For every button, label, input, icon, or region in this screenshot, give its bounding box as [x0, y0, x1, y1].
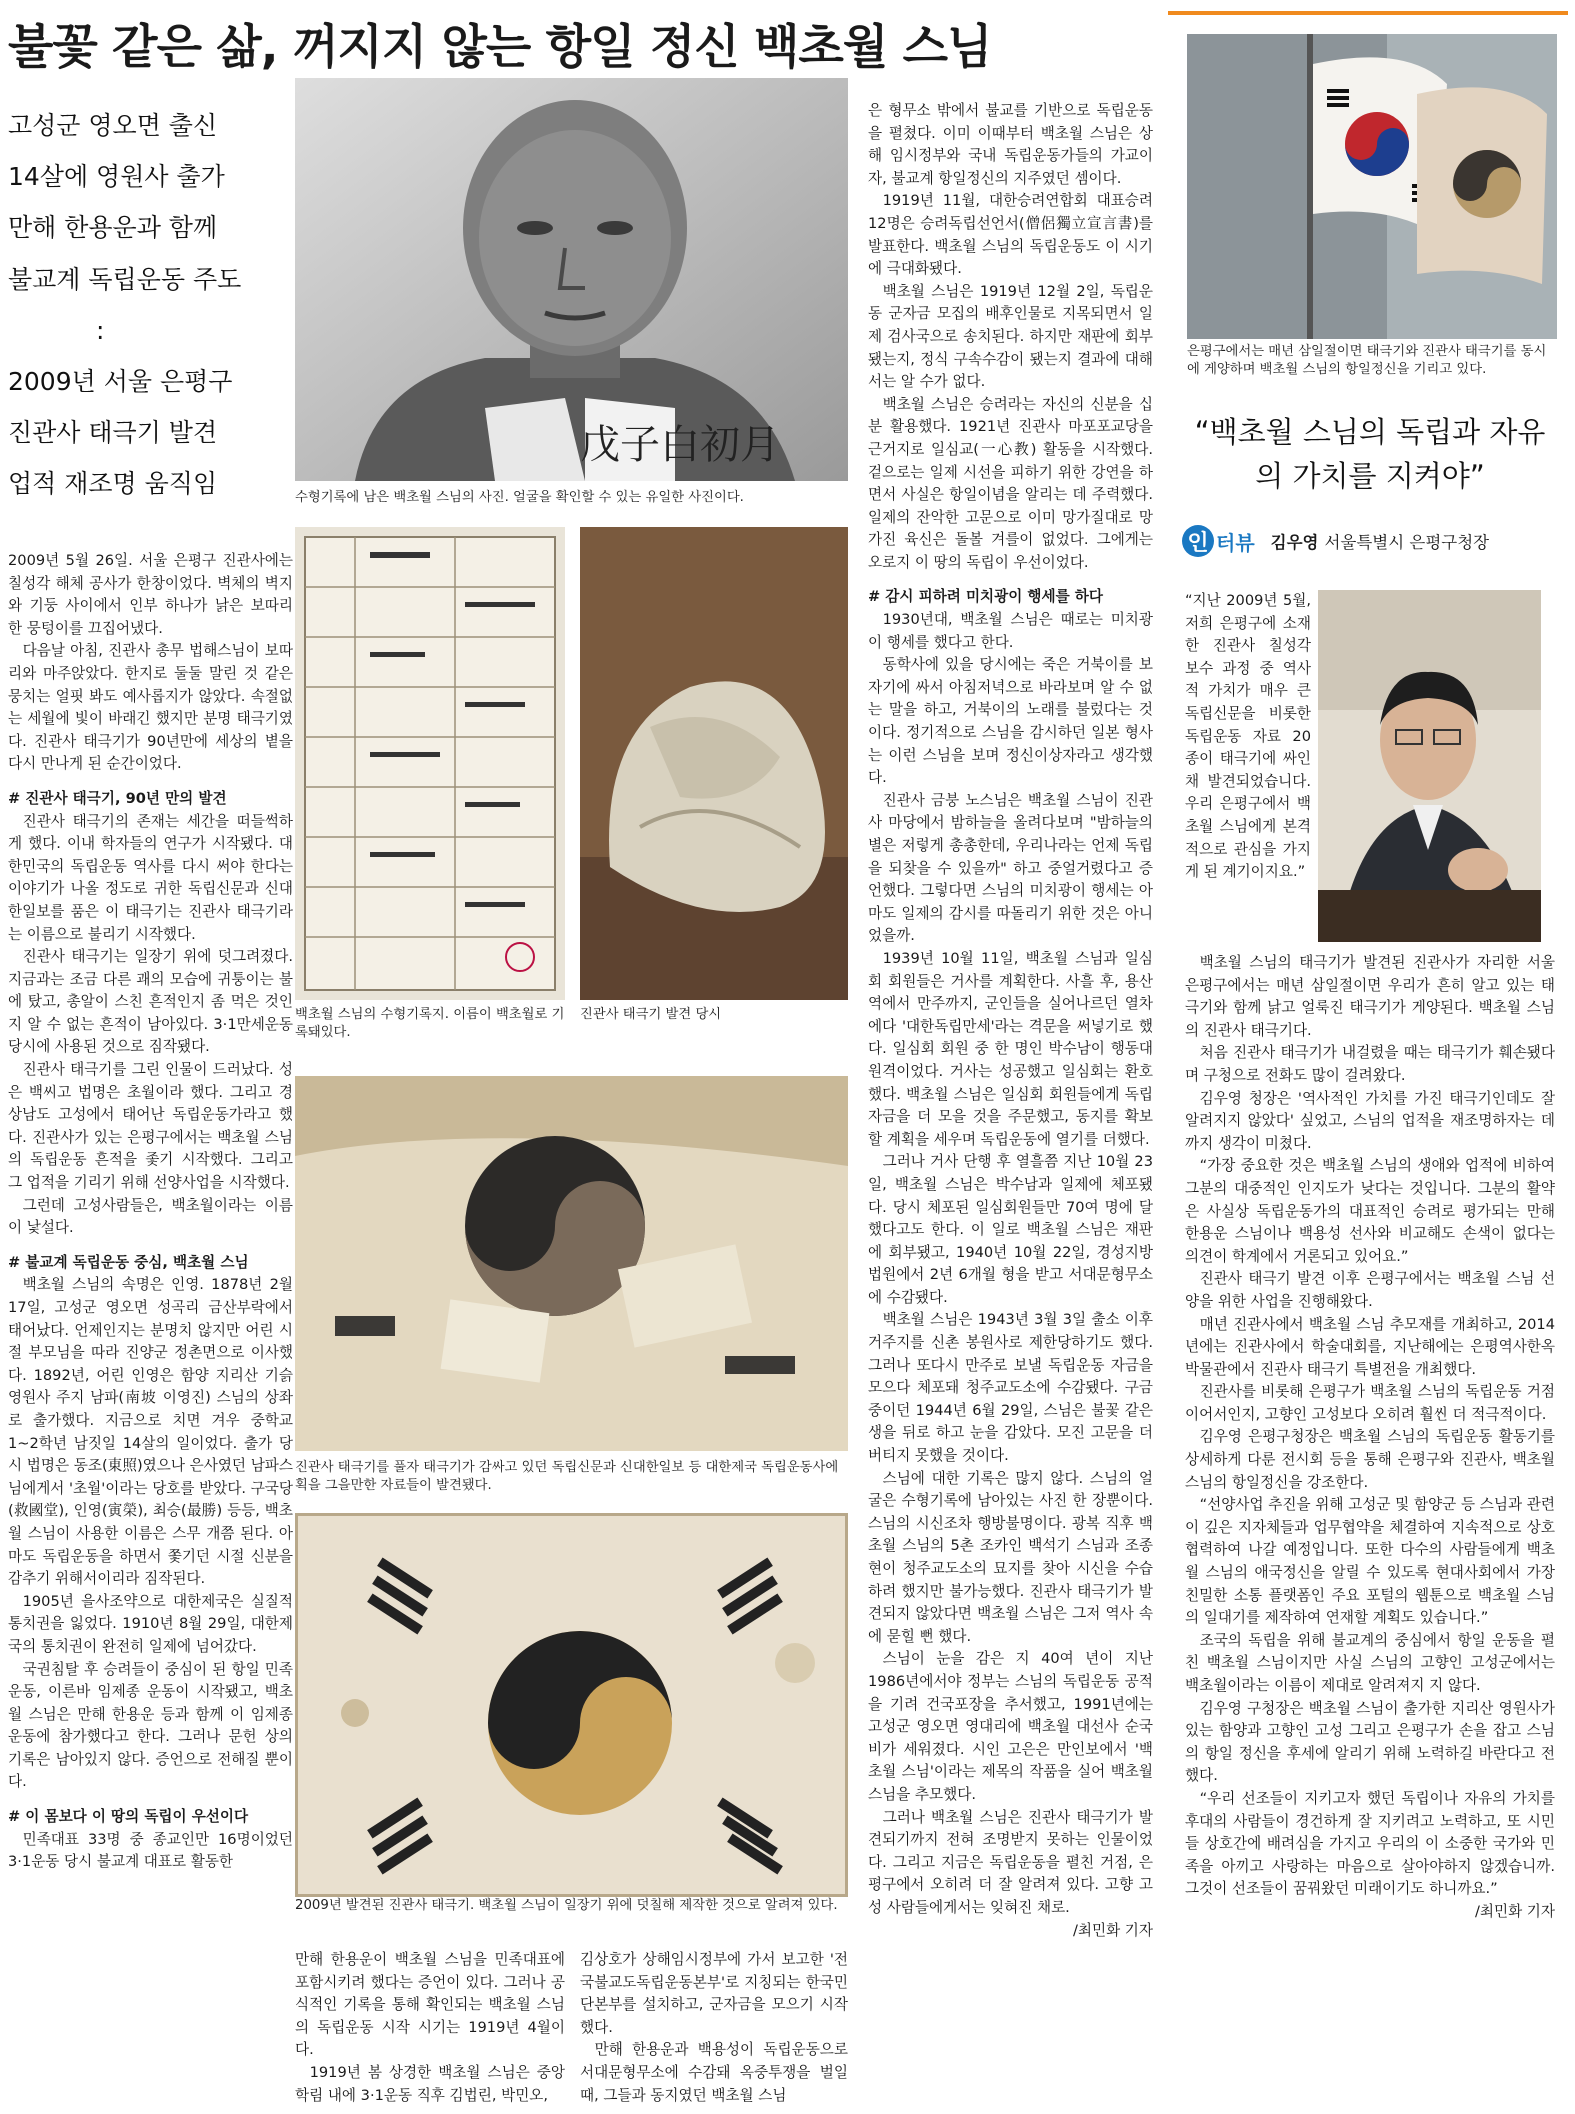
- paragraph: 김우영 구청장은 백초월 스님이 출가한 지리산 영원사가 있는 함양과 고향인 고성 그리고 은평구가 손을 잡고 스님의 항일 정신을 후세에 알리기 위해 노력하길 바란다고 전했다.: [1185, 1699, 1555, 1785]
- paragraph: 김상호가 상해임시정부에 가서 보고한 '전국불교도독립운동본부'로 지칭되는 한국민단본부를 설치하고, 군자금을 모으기 시작했다.: [580, 1951, 848, 2036]
- record-sheet-image: [295, 527, 565, 1000]
- paragraph: 백초월 스님은 승려라는 자신의 신분을 십분 활용했다. 1921년 진관사 마포포교당을 근거지로 일심교(一心教) 활동을 시작했다. 겉으로는 일제 시선을 피하기 위한 강연을 하면서 사실은 항일이념을 알리는 데 주력했다. 일제의 잔악한 고문으로 이미 망가질대로 망가진 육신은 돌볼 겨를이 없었다. 그에게는 오로지 이 땅의 독립이 우선이었다.: [868, 395, 1153, 571]
- interview-narrow-column: [1185, 590, 1311, 950]
- section-heading: # 진관사 태극기, 90년 만의 발견: [8, 789, 227, 807]
- paragraph: 스님에 대한 기록은 많지 않다. 스님의 얼굴은 수형기록에 남아있는 사진 한 장뿐이다. 스님의 시신조차 행방불명이다. 광복 직후 백초월 스님의 5촌 조카인 백석기 스님과 조종현이 청주교도소의 묘지를 찾아 시신을 수습하려 했지만 불가능했다. 진관사 태극기가 발견되지 않았다면 백초월 스님은 그저 역사 속에 묻힐 뻔 했다.: [868, 1469, 1153, 1645]
- paragraph: 김우영 은평구청장은 백초월 스님의 독립운동 활동기를 상세하게 다룬 전시회 등을 통해 은평구와 진관사, 백초월 스님의 항일정신을 강조한다.: [1185, 1428, 1555, 1491]
- summary-separator: :: [96, 315, 105, 345]
- paragraph: 만해 한용운과 백용성이 독립운동으로 서대문형무소에 수감돼 옥중투쟁을 벌일 때, 그들과 동지였던 백초월 스님: [580, 2041, 848, 2104]
- paragraph: 2009년 5월 26일. 서울 은평구 진관사에는 칠성각 해체 공사가 한창이었다. 벽체의 벽지와 기둥 사이에서 인부 하나가 낡은 보따리 한 뭉텅이를 끄집어냈다.: [8, 552, 293, 637]
- caption-eunpyeong-flags: 은평구에서는 매년 삼일절이면 태극기와 진관사 태극기를 동시에 게양하며 백초월 스님의 항일정신을 기리고 있다.: [1187, 344, 1547, 377]
- mayor-photo: [1318, 590, 1541, 942]
- interview-word: 터뷰: [1216, 530, 1255, 555]
- paragraph: 매년 진관사에서 백초월 스님 추모재를 개최하고, 2014년에는 진관사에서 학술대회를, 지난해에는 은평역사한옥박물관에서 진관사 태극기 특별전을 개최했다.: [1185, 1315, 1555, 1378]
- interview-badge: 인: [1182, 525, 1214, 557]
- paragraph: 스님이 눈을 감은 지 40여 년이 지난 1986년에서야 정부는 스님의 독립운동 공적을 기려 건국포장을 추서했고, 1991년에는 고성군 영오면 영대리에 백초월 대선사 순국비가 세워졌다. 시인 고은은 만인보에서 '백초월 스님'이라는 제목의 작품을 실어 백초월 스님을 추모했다.: [868, 1650, 1153, 1803]
- mayor-image: [1318, 590, 1541, 942]
- section-heading: # 감시 피하려 미치광이 행세를 하다: [868, 588, 1103, 606]
- byline: /최민화 기자: [1474, 1902, 1555, 1920]
- section-heading: # 불교계 독립운동 중심, 백초월 스님: [8, 1253, 249, 1271]
- summary-block: [8, 100, 293, 510]
- paragraph: 은 형무소 밖에서 불교를 기반으로 독립운동을 펼쳤다. 이미 이때부터 백초월 스님은 상해 임시정부와 국내 독립운동가들의 가교이자, 불교계 항일정신의 지주였던 셈이다.: [868, 102, 1153, 187]
- summary-line: 2009년 서울 은평구: [8, 367, 233, 397]
- paragraph: 1905년 을사조약으로 대한제국은 실질적 통치권을 잃었다. 1910년 8월 29일, 대한제국의 통치권이 완전히 일제에 넘어갔다.: [8, 1592, 293, 1655]
- interview-body: [1185, 952, 1555, 2114]
- interviewee-role: 서울특별시 은평구청장: [1324, 533, 1490, 552]
- paragraph: 만해 한용운이 백초월 스님을 민족대표에 포함시키려 했다는 증언이 있다. 그러나 공식적인 기록을 통해 확인되는 백초월 스님의 독립운동 시작 시기는 1919년 4월이다.: [295, 1951, 565, 2059]
- byline: /최민화 기자: [1072, 1921, 1153, 1939]
- summary-line: 불교계 독립운동 주도: [8, 264, 242, 294]
- paragraph: 1930년대, 백초월 스님은 때로는 미치광이 행세를 했다고 한다.: [868, 611, 1153, 651]
- paragraph: “지난 2009년 5월, 저희 은평구에 소재한 진관사 칠성각 보수 과정 중 역사적 가치가 매우 큰 독립신문을 비롯한 독립운동 자료 20종이 태극기에 싸인 채 발견되었습니다. 우리 은평구에서 백초월 스님에게 본격적으로 관심을 가지게 된 계기이지요.”: [1185, 592, 1311, 881]
- bundle-image: [580, 527, 848, 1000]
- caption-portrait: 수형기록에 남은 백초월 스님의 사진. 얼굴을 확인할 수 있는 유일한 사진이다.: [295, 490, 744, 505]
- paragraph: 진관사 태극기 발견 이후 은평구에서는 백초월 스님 선양을 위한 사업을 진행해왔다.: [1185, 1270, 1555, 1310]
- summary-line: 업적 재조명 움직임: [8, 469, 218, 499]
- paragraph: 1939년 10월 11일, 백초월 스님과 일심회 회원들은 거사를 계획한다. 사흘 후, 용산역에서 만주까지, 군인들을 실어나르던 열차에다 '대한독립만세'라는 격문을 써넣기로 했다. 일심회 회원 중 한 명인 박수남이 행동대원격이었다. 거사는 성공했고 일심회는 환호했다. 백초월 스님은 일심회 회원들에게 독립자금을 더 모을 것을 주문했고, 동지를 확보할 계획을 세우며 독립운동에 열기를 더했다.: [868, 949, 1153, 1148]
- portrait-number-tag: 戊子白初月: [580, 422, 780, 468]
- paragraph: 백초월 스님의 태극기가 발견된 진관사가 자리한 서울 은평구에서는 매년 삼일절이면 우리가 흔히 알고 있는 태극기와 함께 낡고 얼룩진 태극기가 게양된다. 백초월 스님의 진관사 태극기다.: [1185, 954, 1555, 1039]
- paragraph: 진관사 태극기는 일장기 위에 덧그려졌다. 지금과는 조금 다른 괘의 모습에 귀퉁이는 불에 탔고, 총알이 스친 흔적인지 좀 먹은 것인지 알 수 없는 흔적이 남아있다. 3·1만세운동 당시에 사용된 것으로 짐작됐다.: [8, 948, 293, 1056]
- papers-image: [295, 1076, 848, 1451]
- pull-quote: “백초월 스님의 독립과 자유의 가치를 지켜야”: [1194, 415, 1546, 493]
- paragraph: 백초월 스님의 속명은 인영. 1878년 2월 17일, 고성군 영오면 성곡리 금산부락에서 태어났다. 언제인지는 분명치 않지만 어린 시절 부모님을 따라 진양군 정촌면으로 이사했다. 1892년, 어린 인영은 함양 지리산 기슭 영원사 주지 남파(南坡 이영진) 스님의 상좌로 출가했다. 지금으로 치면 겨우 중학교 1~2학년 남짓일 14살의 일이었다. 출가 당시 법명은 동조(東照)였으나 은사였던 남파스님에게서 '초월'이라는 당호를 받았다. 구국당(救國堂), 인영(寅榮), 최승(最勝) 등등, 백초월 스님이 사용한 이름은 스무 개쯤 된다. 아마도 독립운동을 하면서 쫓기던 시절 신분을 감추기 위해서이리라 짐작된다.: [8, 1276, 293, 1588]
- summary-line: 진관사 태극기 발견: [8, 418, 218, 448]
- paragraph: 그러나 거사 단행 후 열흘쯤 지난 10월 23일, 백초월 스님은 박수남과 일제에 체포됐다. 당시 체포된 일심회원들만 70여 명에 달했다고도 한다. 이 일로 백초월 스님은 재판에 회부됐고, 1940년 10월 22일, 경성지방법원에서 2년 6개월 형을 받고 서대문형무소에 수감됐다.: [868, 1153, 1153, 1306]
- caption-bundle: 진관사 태극기 발견 당시: [580, 1007, 722, 1022]
- accent-rule: [1168, 11, 1568, 15]
- eunpyeong-flags-photo: [1187, 34, 1557, 339]
- paragraph: 처음 진관사 태극기가 내걸렸을 때는 태극기가 훼손됐다며 구청으로 전화도 많이 걸려왔다.: [1185, 1044, 1555, 1084]
- section-heading: # 이 몸보다 이 땅의 독립이 우선이다: [8, 1808, 249, 1826]
- portrait-photo: [295, 78, 848, 481]
- paragraph: 진관사 태극기를 그린 인물이 드러났다. 성은 백씨고 법명은 초월이라 했다. 그리고 경상남도 고성에서 태어난 독립운동가라고 했다. 진관사가 있는 은평구에서는 백초월 스님의 독립운동 흔적을 좇기 시작했다. 그리고 그 업적을 기리기 위해 선양사업을 시작했다.: [8, 1061, 293, 1192]
- paragraph: 1919년 봄 상경한 백초월 스님은 중앙학림 내에 3·1운동 직후 김법린, 박민오,: [295, 2063, 565, 2104]
- paragraph: 1919년 11월, 대한승려연합회 대표승려 12명은 승려독립선언서(僧侶獨立宣言書)를 발표한다. 백초월 스님의 독립운동도 이 시기에 극대화됐다.: [868, 192, 1153, 278]
- caption-papers: 진관사 태극기를 풀자 태극기가 감싸고 있던 독립신문과 신대한일보 등 대한제국 독립운동사에 획을 그을만한 자료들이 발견됐다.: [295, 1460, 839, 1493]
- article-column-1: [8, 550, 293, 2110]
- paragraph: 백초월 스님은 1919년 12월 2일, 독립운동 군자금 모집의 배후인물로 지목되면서 일제 검사국으로 송치된다. 하지만 재판에 회부됐는지, 정식 구속수감이 됐는지 결과에 대해서는 알 수가 없다.: [868, 282, 1153, 391]
- summary-line: 고성군 영오면 출신: [8, 111, 218, 140]
- article-column-3: [868, 100, 1153, 2114]
- paragraph: 김우영 청장은 '역사적인 가치를 가진 태극기인데도 잘 알려지지 않았다' 싶었고, 스님의 업적을 재조명하자는 데까지 생각이 미쳤다.: [1185, 1089, 1555, 1152]
- bundle-photo: [580, 527, 848, 1000]
- paragraph: 진관사 태극기의 존재는 세간을 떠들썩하게 했다. 이내 학자들의 연구가 시작됐다. 대한민국의 독립운동 역사를 다시 써야 한다는 이야기가 나올 정도로 귀한 독립신문과 신대한일보를 품은 이 태극기는 진관사 태극기라는 이름으로 불리기 시작했다.: [8, 812, 293, 943]
- paragraph: 진관사를 비롯해 은평구가 백초월 스님의 독립운동 거점이어서인지, 고향인 고성보다 오히려 훨씬 더 적극적이다.: [1185, 1383, 1555, 1423]
- paragraph: 백초월 스님은 1943년 3월 3일 출소 이후 거주지를 신촌 봉원사로 제한당하기도 했다. 그러나 또다시 만주로 보낼 독립운동 자금을 모으다 체포돼 청주교도소에 수감됐다. 구금 중이던 1944년 6월 29일, 스님은 불꽃 같은 생을 뒤로 하고 눈을 감았다. 모진 고문을 더 버티지 못했을 것이다.: [868, 1311, 1153, 1465]
- jingwansa-flag-image: [295, 1513, 848, 1897]
- papers-photo: [295, 1076, 848, 1451]
- paragraph: 동학사에 있을 당시에는 죽은 거북이를 보자기에 싸서 아침저녁으로 바라보며 알 수 없는 말을 하고, 거북이의 노래를 불렀다는 것이다. 정기적으로 스님을 감시하던 일본 형사는 이런 스님을 보며 정신이상자라고 생각했다.: [868, 656, 1153, 787]
- headline: 불꽃 같은 삶, 꺼지지 않는 항일 정신 백초월 스님: [8, 20, 992, 75]
- portrait-image: [295, 78, 848, 481]
- paragraph: 다음날 아침, 진관사 총무 법해스님이 보따리와 마주앉았다. 한지로 둘둘 말린 것 같은 뭉치는 얼핏 봐도 예사롭지가 않았다. 속절없는 세월에 빛이 바래긴 했지만 분명 태극기였다. 진관사 태극기가 90년만에 세상의 볕을 다시 만나게 된 순간이었다.: [8, 642, 293, 773]
- paragraph: 그런데 고성사람들은, 백초월이라는 이름이 낯설다.: [8, 1196, 293, 1237]
- flags-image: [1187, 34, 1557, 339]
- caption-record-sheet: 백초월 스님의 수형기록지. 이름이 백초월로 기록돼있다.: [295, 1007, 565, 1040]
- paragraph: 조국의 독립을 위해 불교계의 중심에서 항일 운동을 펼친 백초월 스님이지만 사실 스님의 고향인 고성군에서는 백초월이라는 이름이 제대로 알려져지 지 않다.: [1185, 1631, 1555, 1694]
- record-sheet-photo: [295, 527, 565, 1000]
- summary-line: 만해 한용운과 함께: [8, 213, 218, 243]
- paragraph: 국권침탈 후 승려들이 중심이 된 항일 민족운동, 이른바 임제종 운동이 시작됐고, 백초월 스님은 만해 한용운 등과 함께 이 임제종 운동에 참가했다고 한다. 그러나 문헌 상의 기록은 남아있지 않다. 증언으로 전해질 뿐이다.: [8, 1660, 293, 1791]
- paragraph: “가장 중요한 것은 백초월 스님의 생애와 업적에 비하여 그분의 대중적인 인지도가 낮다는 것입니다. 그분의 활약은 사실상 독립운동가의 대표적인 승려로 평가되는 만해 한용운 스님이나 백용성 선사와 비교해도 손색이 없다는 의견이 학계에서 거론되고 있어요.”: [1185, 1157, 1555, 1265]
- paragraph: 그러나 백초월 스님은 진관사 태극기가 발견되기까지 전혀 조명받지 못하는 인물이었다. 그리고 지금은 독립운동을 펼친 거점, 은평구에서 오히려 더 잘 알려져 있다. 고향 고성 사람들에게서는 잊혀진 채로.: [868, 1808, 1153, 1916]
- interview-label: [1182, 523, 1489, 559]
- summary-line: 14살에 영원사 출가: [8, 162, 225, 192]
- paragraph: 진관사 금붕 노스님은 백초월 스님이 진관사 마당에서 밤하늘을 올려다보며 "밤하늘의 별은 저렇게 총총한데, 우리나라는 언제 독립을 되찾을 수 있을까" 하고 중얼거렸다고 증언했다. 그렇다면 스님의 미치광이 행세는 아마도 일제의 감시를 따돌리기 위한 것은 아니었을까.: [868, 791, 1153, 945]
- paragraph: 민족대표 33명 중 종교인만 16명이었던 3·1운동 당시 불교계 대표로 활동한: [8, 1830, 293, 1871]
- paragraph: “우리 선조들이 지키고자 했던 독립이나 자유의 가치를 후대의 사람들이 경건하게 잘 지키려고 노력하고, 또 시민들 상호간에 배려심을 가지고 우리의 이 소중한 국가와 민족을 아끼고 사랑하는 마음으로 살아야하지 않겠습니까. 그것이 선조들이 꿈꿔왔던 미래이기도 하니까요.”: [1185, 1789, 1555, 1898]
- article-column-2b: [580, 1949, 848, 2114]
- article-column-2a: [295, 1949, 565, 2114]
- paragraph: “선양사업 추진을 위해 고성군 및 함양군 등 스님과 관련이 깊은 지자체들과 업무협약을 체결하여 지속적으로 상호 협력하여 나갈 예정입니다. 또한 다수의 사람들에게 백초월 스님의 애국정신을 알릴 수 있도록 현대사회에서 가장 친밀한 소통 플랫폼인 주요 포털의 웹툰으로 백초월 스님의 일대기를 제작하여 연재할 계획도 있습니다.”: [1185, 1496, 1555, 1627]
- flag-photo: [295, 1513, 848, 1897]
- caption-flag: 2009년 발견된 진관사 태극기. 백초월 스님이 일장기 위에 덧칠해 제작한 것으로 알려져 있다.: [295, 1898, 838, 1913]
- interviewee-name: 김우영: [1270, 533, 1319, 552]
